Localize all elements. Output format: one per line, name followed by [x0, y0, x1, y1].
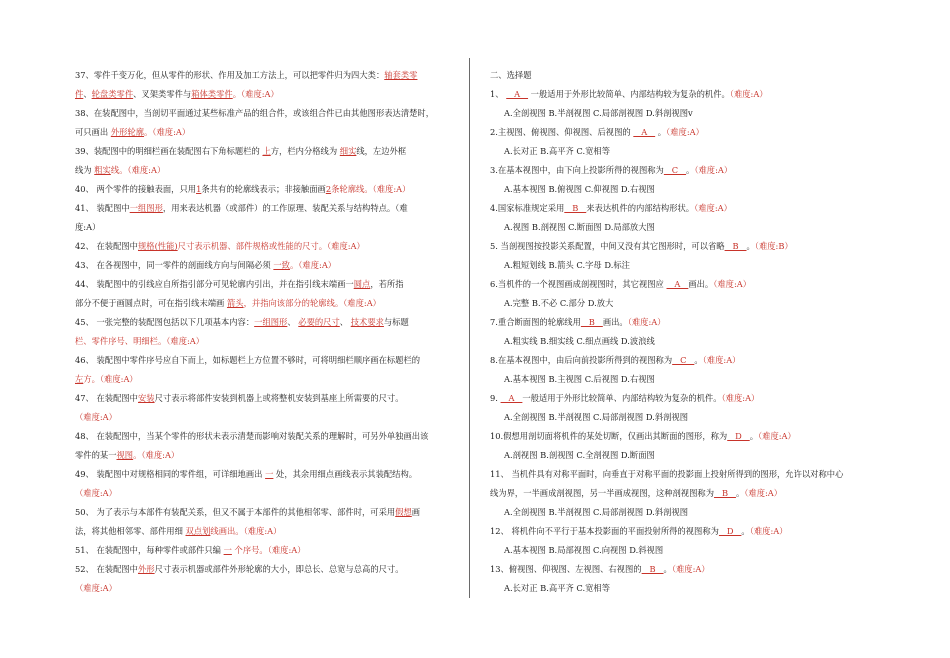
left-line [75, 66, 453, 85]
question-text: 。 [694, 355, 703, 365]
left-line [75, 541, 453, 560]
left-line [75, 484, 453, 503]
line-text: （难度:A） [75, 488, 117, 498]
question-text: 5. 当剖视图按投影关系配置，中间又没有其它图形时，可以省略 [490, 241, 725, 251]
difficulty-tag: （难度:A） [721, 393, 760, 403]
line-text: 、 [83, 89, 92, 99]
question-line [490, 161, 870, 180]
answer-blank: 一 [223, 545, 232, 555]
left-line [75, 294, 453, 313]
left-line [75, 180, 453, 199]
answer-blank: 1 [196, 184, 202, 194]
answer-blank: C [672, 355, 695, 365]
answer-blank: 双点划 [185, 526, 211, 536]
question-text: 。 [746, 241, 755, 251]
answer-blank: 外形 [137, 564, 155, 574]
answer-blank: D [727, 431, 750, 441]
answer-blank: 件 [75, 89, 84, 99]
left-line [75, 313, 453, 332]
line-text: 52、 在装配图中 [75, 564, 138, 574]
options-line: A.全剖视图 B.半剖视图 C.局部剖视图 D.斜剖视图v [504, 108, 693, 118]
line-text: ，若所指 [370, 279, 404, 289]
question-line [490, 484, 870, 503]
question-line [490, 560, 870, 579]
answer-blank: B [714, 488, 736, 498]
answer-blank: A [633, 127, 656, 137]
left-line [75, 560, 453, 579]
question-text: 线为界，一半画成剖视图，另一半画成视图，这种剖视图称为 [490, 488, 715, 498]
difficulty-tag: （难度:A） [694, 203, 732, 213]
left-line [75, 85, 453, 104]
line-text: 48、 在装配图中，当某个零件的形状未表示清楚而影响对装配关系的理解时，可另外单独画出该 [75, 431, 429, 441]
question-text: 。 [663, 564, 672, 574]
difficulty-tag: （难度:A） [702, 355, 741, 365]
answer-blank: 一 [265, 469, 274, 479]
answer-blank: 箱体类零件 [191, 89, 233, 99]
left-line [75, 332, 453, 351]
left-column [75, 66, 453, 598]
right-column [490, 66, 870, 598]
line-text: ，并指向该部分的轮廓线。（难度:A） [243, 298, 381, 308]
answer-blank: B [580, 317, 603, 327]
line-text: 尺寸表示机器或部件外形轮廓的大小，即总长、总宽与总高的尺寸。 [154, 564, 404, 574]
line-text: 。（难度:A） [144, 127, 191, 137]
line-text: 栏、零件序号、明细栏。（难度:A） [75, 336, 205, 346]
difficulty-tag: （难度:A） [694, 165, 733, 175]
left-line [75, 446, 453, 465]
left-line [75, 465, 453, 484]
question-text: 。 [749, 431, 759, 441]
answer-blank: 视图 [116, 450, 134, 460]
answer-blank: 圆点 [353, 279, 371, 289]
question-text: 。 [655, 127, 667, 137]
difficulty-tag: （难度:A） [758, 431, 796, 441]
line-text: 尺寸表示将部件安装到机器上或将整机安装到基座上所需要的尺寸。 [154, 393, 404, 403]
question-line [490, 351, 870, 370]
left-line [75, 370, 453, 389]
question-text: 12、 将机件向不平行于基本投影面的平面投射所得的视图称为 [490, 526, 719, 536]
options-line: A.基本视图 B.主视图 C.后视图 D.右视图 [504, 374, 655, 384]
line-text: 方。（难度:A） [83, 374, 138, 384]
line-text: 47、 在装配图中 [75, 393, 138, 403]
answer-blank: A [506, 89, 529, 99]
line-text: 部分不便于画圆点时，可在指引线末端画 [75, 298, 227, 308]
question-text: 6.当机件的一个视图画成剖视图时，其它视图应 [490, 279, 667, 289]
answer-blank: 一致 [273, 260, 290, 270]
line-text: 38、在装配图中，当剖切平面通过某些标准产品的组合件，或该组合件已由其他图形表达清楚时， [75, 108, 435, 118]
question-text: 一般适用于外形比较简单、内部结构较为复杂的机件。 [528, 89, 730, 99]
options-line: A.粗短划线 B.箭头 C.字母 D.标注 [504, 260, 630, 270]
question-line [490, 237, 870, 256]
line-text: 线。（难度:A） [110, 165, 166, 175]
line-text: 法，将其他相邻零、部件用细 [75, 526, 186, 536]
options-line: A.完整 B.不必 C.部分 D.放大 [504, 298, 614, 308]
question-text: 一般适用于外形比较简单、内部结构较为复杂的机件。 [522, 393, 722, 403]
question-text: 10.假想用剖切面将机件的某处切断，仅画出其断面的图形，称为 [490, 431, 728, 441]
left-line [75, 218, 453, 237]
difficulty-tag: （难度:A） [713, 279, 752, 289]
answer-blank: 上 [262, 146, 271, 156]
line-text: 44、 装配图中的引线应自所指引部分可见轮廓内引出，并在指引线末端画一 [75, 279, 354, 289]
left-line [75, 237, 453, 256]
line-text: 41、 装配图中 [75, 203, 130, 213]
answer-blank: B [564, 203, 587, 213]
left-line [75, 408, 453, 427]
answer-blank: 规格(性能) [137, 241, 178, 251]
answer-blank: 一组图形 [129, 203, 163, 213]
answer-blank: 左 [75, 374, 84, 384]
line-text: ，用来表达机器（或部件）的工作原理、装配关系与结构特点。（难 [162, 203, 408, 213]
answer-blank: 必要的尺寸 [298, 317, 340, 327]
difficulty-tag: （难度:A） [666, 127, 704, 137]
question-text: 画出。 [688, 279, 714, 289]
answer-blank: B [724, 241, 747, 251]
line-text: 与标题 [383, 317, 409, 327]
left-line [75, 579, 453, 598]
answer-blank: 外形轮廓 [110, 127, 145, 137]
left-line [75, 522, 453, 541]
line-text: 。（难度:A） [289, 260, 337, 270]
line-text: 。（难度:A） [133, 450, 180, 460]
line-text: 零件的某一 [75, 450, 117, 460]
line-text: （难度:A） [75, 583, 117, 593]
left-line [75, 104, 453, 123]
question-line [490, 123, 870, 142]
line-text: 线，左边外框 [356, 146, 407, 156]
difficulty-tag: （难度:A） [744, 488, 783, 498]
question-text: 来表达机件的内部结构形状。 [586, 203, 695, 213]
line-text: 、叉架类零件与 [133, 89, 192, 99]
line-text: 51、 在装配图中，每种零件或部件只编 [75, 545, 224, 555]
line-text: 46、 装配图中零件序号应自下而上，如标题栏上方位置不够时，可将明细栏顺序画在标题栏的 [75, 355, 421, 365]
question-text: 7.重合断面图的轮廓线用 [490, 317, 581, 327]
line-text: 画 [411, 507, 421, 517]
difficulty-tag: （难度:A） [749, 526, 788, 536]
line-text: 、 [287, 317, 299, 327]
line-text: 50、 为了表示与本部件有装配关系，但又不属于本部件的其他相邻零、部件时，可采用 [75, 507, 396, 517]
difficulty-tag: （难度:A） [729, 89, 768, 99]
line-text: 条共有的轮廓线表示；非接触面画 [201, 184, 326, 194]
line-text: 、 [339, 317, 351, 327]
answer-blank: 安装 [137, 393, 155, 403]
question-text: 13、俯视图、仰视图、左视图、右视图的 [490, 564, 642, 574]
answer-blank: 技术要求 [350, 317, 384, 327]
question-text: 4.国家标准规定采用 [490, 203, 565, 213]
difficulty-tag: （难度:A） [671, 564, 710, 574]
left-line [75, 389, 453, 408]
line-text: 方，栏内分格线为 [270, 146, 340, 156]
options-line: A.长对正 B.高平齐 C.宽相等 [504, 146, 611, 156]
answer-blank: A [666, 279, 689, 289]
difficulty-tag: （难度:A） [627, 317, 666, 327]
line-text: 49、 装配图中对规格相同的零件组，可详细地画出 [75, 469, 266, 479]
question-line [490, 275, 870, 294]
options-line: A.视图 B.剖视图 C.断面图 D.局部放大图 [504, 222, 655, 232]
line-text: 40、 两个零件的接触表面，只用 [75, 184, 197, 194]
options-line: A.剖视图 B.剖视图 C.全剖视图 D.断面图 [504, 450, 655, 460]
question-line [490, 313, 870, 332]
answer-blank: 假想 [395, 507, 412, 517]
options-line: A.粗实线 B.细实线 C.细点画线 D.波浪线 [504, 336, 655, 346]
line-text: 。（难度:A） [232, 89, 279, 99]
question-line [490, 85, 870, 104]
answer-blank: 2 [325, 184, 332, 194]
options-line: A.全剖视图 B.半剖视图 C.局部剖视图 D.斜剖视图 [504, 507, 689, 517]
question-line [490, 199, 870, 218]
line-text: 可只画出 [75, 127, 111, 137]
line-text: 线为 [75, 165, 95, 175]
options-line: A.基本视图 B.俯视图 C.仰视图 D.右视图 [504, 184, 655, 194]
answer-blank: 一组图形 [254, 317, 288, 327]
left-line [75, 427, 453, 446]
question-text: 画出。 [602, 317, 628, 327]
answer-blank: 细实 [339, 146, 357, 156]
line-text: 尺寸表示机器、部件规格或性能的尺寸。（难度:A） [177, 241, 365, 251]
section-title: 二、选择题 [490, 70, 532, 80]
left-line [75, 161, 453, 180]
question-text: 3.在基本视图中，由下向上投影所得的视图称为 [490, 165, 664, 175]
answer-blank: B [641, 564, 664, 574]
line-text: 线画出。（难度:A） [210, 526, 282, 536]
line-text: 37、零件千变万化，但从零件的形状、作用及加工方法上，可以把零件归为四大类： [75, 70, 385, 80]
question-text: 。 [686, 165, 695, 175]
left-line [75, 503, 453, 522]
answer-blank: C [663, 165, 687, 175]
question-line [490, 389, 870, 408]
line-text: （难度:A） [75, 412, 117, 422]
answer-blank: 箭头 [226, 298, 244, 308]
line-text: 39、装配图中的明细栏画在装配图右下角标题栏的 [75, 146, 263, 156]
question-text: 8.在基本视图中，由后向前投影所得到的视图称为 [490, 355, 673, 365]
answer-blank: 轮盘类零件 [91, 89, 134, 99]
question-text: 。 [741, 526, 750, 536]
answer-blank: A [500, 393, 523, 403]
left-line [75, 199, 453, 218]
question-line [490, 522, 870, 541]
left-line [75, 123, 453, 142]
answer-blank: 粗实 [94, 165, 111, 175]
options-line: A.基本视图 B.局部视图 C.向视图 D.斜视图 [504, 545, 664, 555]
question-text: 11、 当机件具有对称平面时，向垂直于对称平面的投影面上投射所得到的图形，允许以对称中心 [490, 469, 844, 479]
column-divider [469, 58, 470, 598]
line-text: 处，其余用细点画线表示其装配结构。 [273, 469, 418, 479]
options-line: A.长对正 B.高平齐 C.宽相等 [504, 583, 611, 593]
left-line [75, 275, 453, 294]
line-text: 42、 在装配图中 [75, 241, 138, 251]
options-line: A.全剖视图 B.半剖视图 C.局部剖视图 D.斜剖视图 [504, 412, 689, 422]
line-text: 条轮廓线。（难度:A） [331, 184, 411, 194]
left-line [75, 256, 453, 275]
left-line [75, 142, 453, 161]
left-line [75, 351, 453, 370]
question-text: 9. [490, 393, 501, 403]
question-line [490, 427, 870, 446]
line-text: 45、 一张完整的装配图包括以下几项基本内容： [75, 317, 255, 327]
line-text: 43、 在各视图中，同一零件的剖面线方向与间隔必须 [75, 260, 274, 270]
difficulty-tag: （难度:B） [754, 241, 793, 251]
question-text: 。 [735, 488, 745, 498]
answer-blank: D [718, 526, 742, 536]
question-text: 1、 [490, 89, 507, 99]
line-text: 个序号。（难度:A） [231, 545, 306, 555]
answer-blank: 轴套类零 [384, 70, 418, 80]
line-text: 度:A） [75, 222, 101, 232]
question-text: 2.主视图、俯视图、仰视图、后视图的 [490, 127, 634, 137]
question-line [490, 465, 870, 484]
